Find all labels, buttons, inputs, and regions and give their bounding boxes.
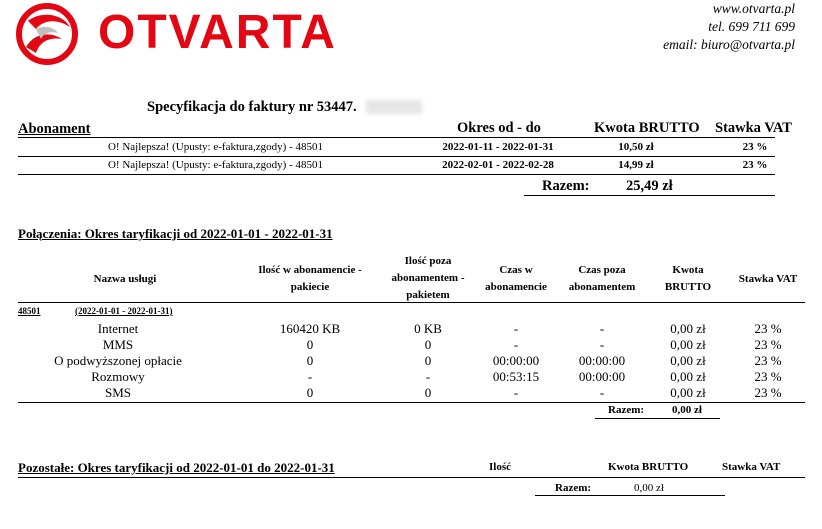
- connection-cell-in-plan: 0: [306, 353, 314, 368]
- connections-title-prefix: Połączenia:: [18, 226, 82, 241]
- subscription-row-period: 2022-01-11 - 2022-01-31: [442, 141, 554, 153]
- connection-cell-vat: 23 %: [754, 337, 782, 352]
- email-text: email: biuro@otvarta.pl: [663, 37, 795, 52]
- other-total-label: Razem:: [555, 482, 592, 494]
- connection-cell-out-plan: 0 KB: [414, 321, 442, 336]
- connection-cell-vat: 23 %: [754, 321, 782, 336]
- connection-cell-service: O podwyższonej opłacie: [54, 353, 182, 368]
- connections-title-period: Okres taryfikacji od 2022-01-01 - 2022-01-31: [84, 226, 333, 241]
- connection-cell-time-in: 00:53:15: [492, 369, 540, 384]
- col-header-service: Nazwa usługi: [93, 273, 157, 285]
- brand-name: OTVARTA: [98, 6, 337, 59]
- company-logo: [14, 2, 354, 66]
- other-section-title: [18, 460, 335, 476]
- connection-cell-time-in: 00:00:00: [492, 353, 540, 368]
- subscription-header-vat: Stawka VAT: [715, 120, 792, 136]
- website-link[interactable]: www.otvarta.pl: [712, 1, 795, 16]
- connection-cell-in-plan: 0: [306, 385, 314, 400]
- connection-cell-gross: 0,00 zł: [670, 353, 706, 368]
- connections-total-value: 0,00 zł: [672, 404, 702, 416]
- col-header-time-in: Czas w abonamencie: [485, 264, 547, 293]
- phone-text: tel. 699 711 699: [708, 19, 795, 34]
- subscription-row-name: O! Najlepsza! (Upusty: e-faktura,zgody) - 48501: [107, 159, 324, 171]
- divider: [524, 195, 775, 196]
- divider: [18, 156, 775, 157]
- connection-cell-service: Internet: [97, 321, 139, 336]
- divider: [18, 477, 805, 478]
- subscription-total-value: 25,49 zł: [626, 178, 673, 194]
- connection-cell-service: SMS: [104, 385, 132, 400]
- other-title-period: Okres taryfikacji od 2022-01-01 do 2022-01-31: [77, 460, 335, 475]
- subscription-row-gross: 10,50 zł: [618, 141, 654, 153]
- connection-cell-in-plan: 160420 KB: [279, 321, 341, 336]
- other-total-value: 0,00 zł: [634, 482, 664, 494]
- divider: [18, 174, 775, 175]
- col-header-out-plan: Ilość poza abonamentem - pakietem: [391, 255, 465, 301]
- divider: [18, 402, 805, 403]
- connections-section-title: [18, 226, 333, 242]
- connection-cell-time-out: -: [599, 385, 605, 400]
- connection-cell-vat: 23 %: [754, 369, 782, 384]
- subscription-row-vat: 23 %: [742, 141, 768, 153]
- other-title-prefix: Pozostałe:: [18, 460, 75, 475]
- connection-cell-vat: 23 %: [754, 353, 782, 368]
- divider: [535, 495, 725, 496]
- col-header-in-plan: Ilość w abonamencie - pakiecie: [258, 264, 362, 293]
- subscription-total-label: Razem:: [542, 178, 590, 194]
- connection-cell-in-plan: 0: [306, 337, 314, 352]
- connection-cell-gross: 0,00 zł: [670, 337, 706, 352]
- col-header-vat: Stawka VAT: [738, 273, 798, 285]
- other-header-gross: Kwota BRUTTO: [608, 461, 689, 473]
- connection-cell-time-out: 00:00:00: [578, 369, 626, 384]
- connection-cell-time-in: -: [513, 321, 519, 336]
- subscription-header-period: Okres od - do: [457, 120, 541, 136]
- invoice-spec-title: Specyfikacja do faktury nr 53447.: [147, 99, 357, 115]
- subscription-row-name: O! Najlepsza! (Upusty: e-faktura,zgody) - 48501: [107, 141, 324, 153]
- col-header-time-out: Czas poza abonamentem: [568, 264, 636, 293]
- connection-cell-time-out: -: [599, 337, 605, 352]
- subscription-header-name: Abonament: [18, 121, 91, 137]
- connection-cell-out-plan: 0: [424, 353, 432, 368]
- connection-cell-time-out: 00:00:00: [578, 353, 626, 368]
- subscription-row-vat: 23 %: [742, 159, 768, 171]
- connection-cell-time-out: -: [599, 321, 605, 336]
- connections-total-label: Razem:: [608, 404, 645, 416]
- connection-cell-in-plan: -: [307, 369, 313, 384]
- subscription-row-gross: 14,99 zł: [618, 159, 654, 171]
- group-number: 48501: [18, 306, 41, 316]
- connection-cell-time-in: -: [513, 337, 519, 352]
- connection-cell-time-in: -: [513, 385, 519, 400]
- connection-cell-out-plan: 0: [424, 385, 432, 400]
- otvarta-emblem-icon: [14, 3, 80, 65]
- subscription-row-period: 2022-02-01 - 2022-02-28: [442, 159, 554, 171]
- connection-cell-out-plan: 0: [424, 337, 432, 352]
- connection-cell-out-plan: -: [425, 369, 431, 384]
- connection-cell-service: MMS: [102, 337, 134, 352]
- connection-cell-service: Rozmowy: [91, 369, 145, 384]
- contact-block: [663, 0, 795, 54]
- connection-cell-gross: 0,00 zł: [670, 321, 706, 336]
- col-header-gross: Kwota BRUTTO: [664, 264, 712, 293]
- connection-cell-gross: 0,00 zł: [670, 385, 706, 400]
- divider: [18, 302, 805, 303]
- connection-cell-vat: 23 %: [754, 385, 782, 400]
- redacted-number: [366, 100, 422, 114]
- subscription-header-gross: Kwota BRUTTO: [594, 120, 700, 136]
- group-period: (2022-01-01 - 2022-01-31): [75, 306, 173, 316]
- other-header-vat: Stawka VAT: [722, 461, 781, 473]
- other-header-qty: Ilość: [489, 461, 511, 473]
- divider: [595, 418, 720, 419]
- connection-cell-gross: 0,00 zł: [670, 369, 706, 384]
- divider: [18, 137, 775, 138]
